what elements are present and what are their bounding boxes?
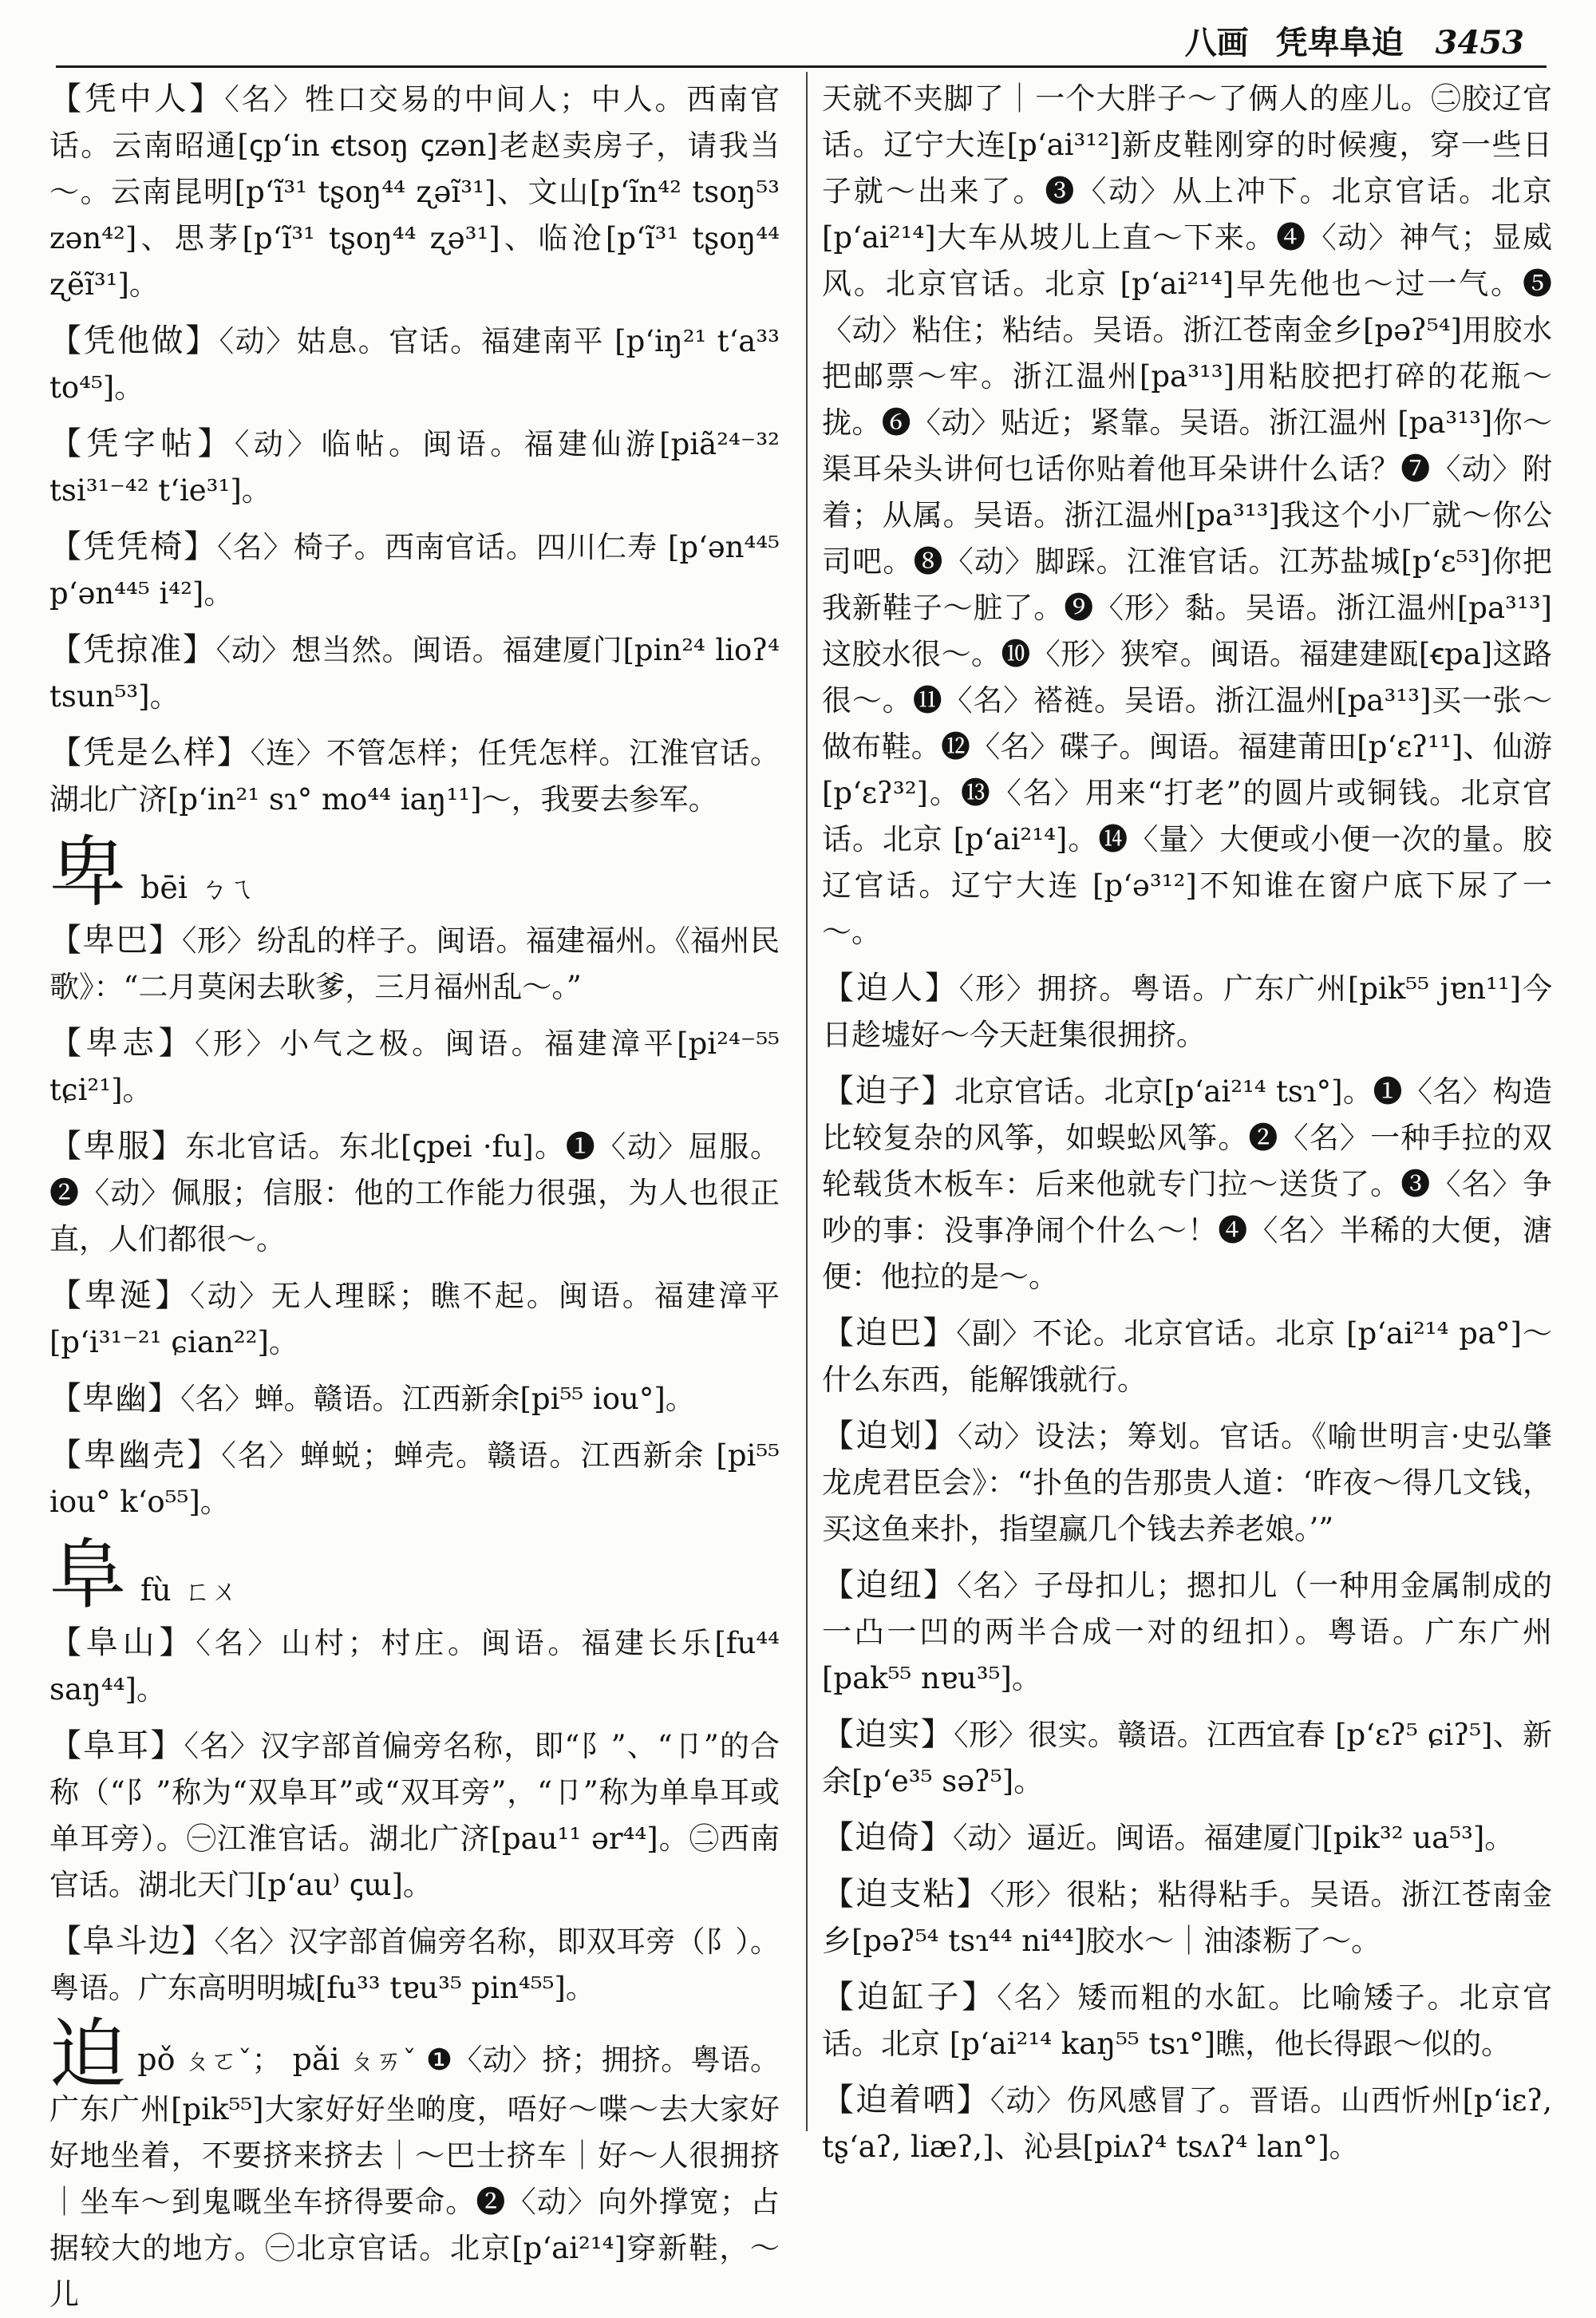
header-meta [1185,18,1524,63]
entry-headword: 【阜斗边】 [49,1923,215,1960]
entry-bei-xian: 【卑涎】〈动〉无人理睬；瞧不起。闽语。福建漳平[p‘i³¹⁻²¹ ɕian²²]。 [49,1277,780,1359]
entry-headword: 【卑服】 [49,1128,186,1165]
headword-zhuyin-alt: ㄆㄞˇ [347,2045,417,2077]
left-column [49,76,780,2312]
entry-ping-shimeyang: 【凭是么样】〈连〉不管怎样；任凭怎样。江淮官话。湖北广济[p‘in²¹ sɿ° mo⁴⁴ iaŋ¹¹]～，我要去参军。 [49,734,780,817]
entry-po-zhizhan: 【迫支粘】〈形〉很粘；粘得粘手。吴语。浙江苍南金乡[pəʔ⁵⁴ tsɿ⁴⁴ ni⁴⁴]胶水～｜油漆粝了～。 [822,1876,1553,1958]
entry-headword: 【凭字帖】 [49,425,235,462]
headword-bei [49,828,780,917]
entry-ping-zitie: 【凭字帖】〈动〉临帖。闽语。福建仙游[piã²⁴⁻³² tsi³¹⁻⁴² t‘ie³¹]。 [49,425,780,508]
entry-po-ren: 【迫人】〈形〉拥挤。粤语。广东广州[pik⁵⁵ jɐn¹¹]今日趁墟好～今天赶集很拥挤。 [822,970,1553,1052]
column-divider [806,72,808,2131]
headword-pinyin: fù [140,1572,172,1608]
entry-headword: 【卑巴】 [49,922,182,959]
entry-headword: 【迫着哂】 [822,2082,990,2118]
section-label: 八画 [1184,24,1249,61]
headword-char: 卑 [49,828,126,917]
entry-bei-zhi: 【卑志】〈形〉小气之极。闽语。福建漳平[pi²⁴⁻⁵⁵ tɕi²¹]。 [49,1025,780,1107]
entry-headword: 【迫支粘】 [822,1876,990,1913]
entry-ping-lüezhun: 【凭掠准】〈动〉想当然。闽语。福建厦门[pin²⁴ lioʔ⁴ tsun⁵³]。 [49,631,780,714]
headword-pinyin-alt: pǎi [292,2042,340,2077]
entry-fu-er: 【阜耳】〈名〉汉字部首偏旁名称，即“阝”、“卩”的合称（“阝”称为“双阜耳”或“双耳旁”，“卩”称为单阜耳或单耳旁）。㊀江淮官话。湖北广济[pau¹¹ ər⁴⁴]。㊁西南官话。湖北天门[p‘au⁾ ꞔɯ]。 [49,1727,780,1902]
entry-ping-pingyi: 【凭凭椅】〈名〉椅子。西南官话。四川仁寿 [p‘ən⁴⁴⁵ p‘ən⁴⁴⁵ i⁴²]。 [49,528,780,611]
entry-headword: 【迫倚】 [822,1819,953,1856]
entry-headword: 【阜耳】 [49,1727,184,1764]
headword-pinyin: pǒ [137,2042,176,2077]
entry-headword: 【凭掠准】 [49,631,216,668]
entry-headword: 【凭凭椅】 [49,528,218,565]
entry-po-ba: 【迫巴】〈副〉不论。北京官话。北京 [p‘ai²¹⁴ pa°]～什么东西，能解饿就行。 [822,1315,1552,1397]
entry-po-niu: 【迫纽】〈名〉子母扣儿；摁扣儿（一种用金属制成的一凸一凹的两半合成一对的纽扣）。粤语。广东广州[pak⁵⁵ nɐu³⁵]。 [822,1567,1553,1695]
headword-char: 迫 [49,2010,127,2099]
entry-po-zhe-shen: 【迫着哂】〈动〉伤风感冒了。晋语。山西忻州[p‘iɛʔ, tʂ‘aʔ, liæʔ,]、沁县[piʌʔ⁴ tsʌʔ⁴ lan°]。 [822,2082,1552,2164]
entry-headword: 【迫子】 [822,1073,954,1110]
headword-fu [49,1530,780,1620]
entry-po-gangzi: 【迫缸子】〈名〉矮而粗的水缸。比喻矮子。北京官话。北京 [p‘ai²¹⁴ kaŋ⁵⁵ tsɿ°]瞧，他长得跟～似的。 [822,1979,1553,2061]
entry-bei-fu: 【卑服】东北官话。东北[ꞔpei ·fu]。❶〈动〉屈服。❷〈动〉佩服；信服：他的工作能力很强，为人也很正直，人们都很～。 [49,1128,780,1256]
entry-headword: 【卑涎】 [49,1277,191,1314]
entry-bei-you: 【卑幽】〈名〉蝉。赣语。江西新余[pi⁵⁵ iou°]。 [49,1380,695,1417]
entry-ping-tazuo: 【凭他做】〈动〉姑息。官话。福建南平 [p‘iŋ²¹ t‘a³³ to⁴⁵]。 [49,322,780,405]
entry-po-shi: 【迫实】〈形〉很实。赣语。江西宜春 [p‘ɛʔ⁵ ɕiʔ⁵]、新余[p‘e³⁵ səʔ⁵]。 [822,1716,1553,1798]
entry-headword: 【卑幽】 [49,1380,180,1417]
entry-bei-ba: 【卑巴】〈形〉纷乱的样子。闽语。福建福州。《福州民歌》：“二月莫闲去耿爹，三月福州乱～。” [49,922,780,1004]
page-number: 3453 [1435,24,1524,61]
entry-headword: 【迫实】 [822,1716,954,1753]
headword-char: 阜 [49,1530,126,1620]
page-characters: 凭卑阜迫 [1275,24,1404,61]
headword-pinyin: bēi [140,870,188,905]
headword-zhuyin: ㄆㄛˇ [183,2045,252,2077]
entry-headword: 【迫纽】 [822,1567,958,1604]
entry-po-continued: 天就不夹脚了｜一个大胖子～了俩人的座儿。㊁胶辽官话。辽宁大连[p‘ai³¹²]新皮鞋刚穿的时候瘦，穿一些日子就～出来了。❸〈动〉从上冲下。北京官话。北京[p‘ai²¹⁴]大车从坡儿上直～下来。❹〈动〉神气；显威风。北京官话。北京 [p‘ai²¹⁴]早先他也～过一气。❺〈动〉粘住；粘结。吴语。浙江苍南金乡[pəʔ⁵⁴]用胶水把邮票～牢。浙江温州[pa³¹³]用粘胶把打碎的花瓶～拢。❻〈动〉贴近；紧靠。吴语。浙江温州 [pa³¹³]你～渠耳朵头讲何乜话你贴着他耳朵讲什么话？❼〈动〉附着；从属。吴语。浙江温州[pa³¹³]我这个小厂就～你公司吧。❽〈动〉脚踩。江淮官话。江苏盐城[p‘ɛ⁵³]你把我新鞋子～脏了。❾〈形〉黏。吴语。浙江温州[pa³¹³]这胶水很～。❿〈形〉狭窄。闽语。福建建瓯[ꞓpa]这路很～。⓫〈名〉褡裢。吴语。浙江温州[pa³¹³]买一张～做布鞋。⓬〈名〉碟子。闽语。福建莆田[p‘ɛʔ¹¹]、仙游[p‘ɛʔ³²]。⓭〈名〉用来“打老”的圆片或铜钱。北京官话。北京 [p‘ai²¹⁴]。⓮〈量〉大便或小便一次的量。胶辽官话。辽宁大连 [p‘ə³¹²]不知谁在窗户底下尿了一～。 [822,81,1552,949]
headword-zhuyin: ㄅㄟ [200,873,255,905]
entry-po-yi: 【迫倚】〈动〉逼近。闽语。福建厦门[pik³² ua⁵³]。 [822,1819,1515,1856]
entry-headword: 【迫缸子】 [822,1979,998,2015]
page-header [56,11,1524,65]
headword-po [49,2010,780,2318]
entry-ping-zhongren: 【凭中人】〈名〉牲口交易的中间人；中人。西南官话。云南昭通[ꞔp‘in ꞓtsoŋ ꞔzən]老赵卖房子，请我当～。云南昆明[p‘ĩ³¹ tʂoŋ⁴⁴ ʐəĩ³¹]、文山[p‘ĩn⁴² tsoŋ⁵³ zən⁴²]、思茅[p‘ĩ³¹ tʂoŋ⁴⁴ ʐə³¹]、临沧[p‘ĩ³¹ tʂoŋ⁴⁴ ʐẽĩ³¹]。 [49,81,780,302]
headword-separator: ； [251,2043,282,2077]
right-column [822,76,1553,2164]
header-rule [56,65,1547,68]
entry-fu-shan: 【阜山】〈名〉山村；村庄。闽语。福建长乐[fu⁴⁴ saŋ⁴⁴]。 [49,1624,780,1707]
entry-headword: 【迫人】 [822,970,959,1007]
entry-headword: 【凭中人】 [49,81,225,117]
entry-po-senses: ❶〈动〉挤；拥挤。粤语。广东广州[pik⁵⁵]大家好好坐啲度，唔好～喋～去大家好好地坐着，不要挤来挤去｜～巴士挤车｜好～人很拥挤｜坐车～到鬼嘅坐车挤得要命。❷〈动〉向外撑宽；占据较大的地方。㊀北京官话。北京[p‘ai²¹⁴]穿新鞋，～儿 [49,2043,780,2312]
entry-bei-youke: 【卑幽壳】〈名〉蝉蜕；蝉壳。赣语。江西新余 [pi⁵⁵ iou° k‘o⁵⁵]。 [49,1437,780,1519]
entry-headword: 【阜山】 [49,1624,196,1661]
entry-headword: 【迫巴】 [822,1315,957,1351]
entry-headword: 【卑幽壳】 [49,1437,222,1473]
entry-headword: 【凭是么样】 [49,734,251,771]
entry-fu-doubian: 【阜斗边】〈名〉汉字部首偏旁名称，即双耳旁（阝）。粤语。广东高明明城[fu³³ tɐu³⁵ pin⁴⁵⁵]。 [49,1923,780,2005]
entry-po-hua: 【迫划】〈动〉设法；筹划。官话。《喻世明言·史弘肇龙虎君臣会》：“扑鱼的告那贵人道：‘昨夜～得几文钱，买这鱼来扑，指望赢几个钱去养老娘。’” [822,1418,1553,1546]
entry-headword: 【凭他做】 [49,322,219,359]
entry-headword: 【迫划】 [822,1418,958,1454]
headword-zhuyin: ㄈㄨ [184,1576,239,1608]
entry-po-zi: 【迫子】北京官话。北京[p‘ai²¹⁴ tsɿ°]。❶〈名〉构造比较复杂的风筝，如蜈蚣风筝。❷〈名〉一种手拉的双轮载货木板车：后来他就专门拉～送货了。❸〈名〉争吵的事：没事净闹个什么～！❹〈名〉半稀的大便，溏便：他拉的是～。 [822,1073,1552,1294]
entry-headword: 【卑志】 [49,1025,196,1062]
